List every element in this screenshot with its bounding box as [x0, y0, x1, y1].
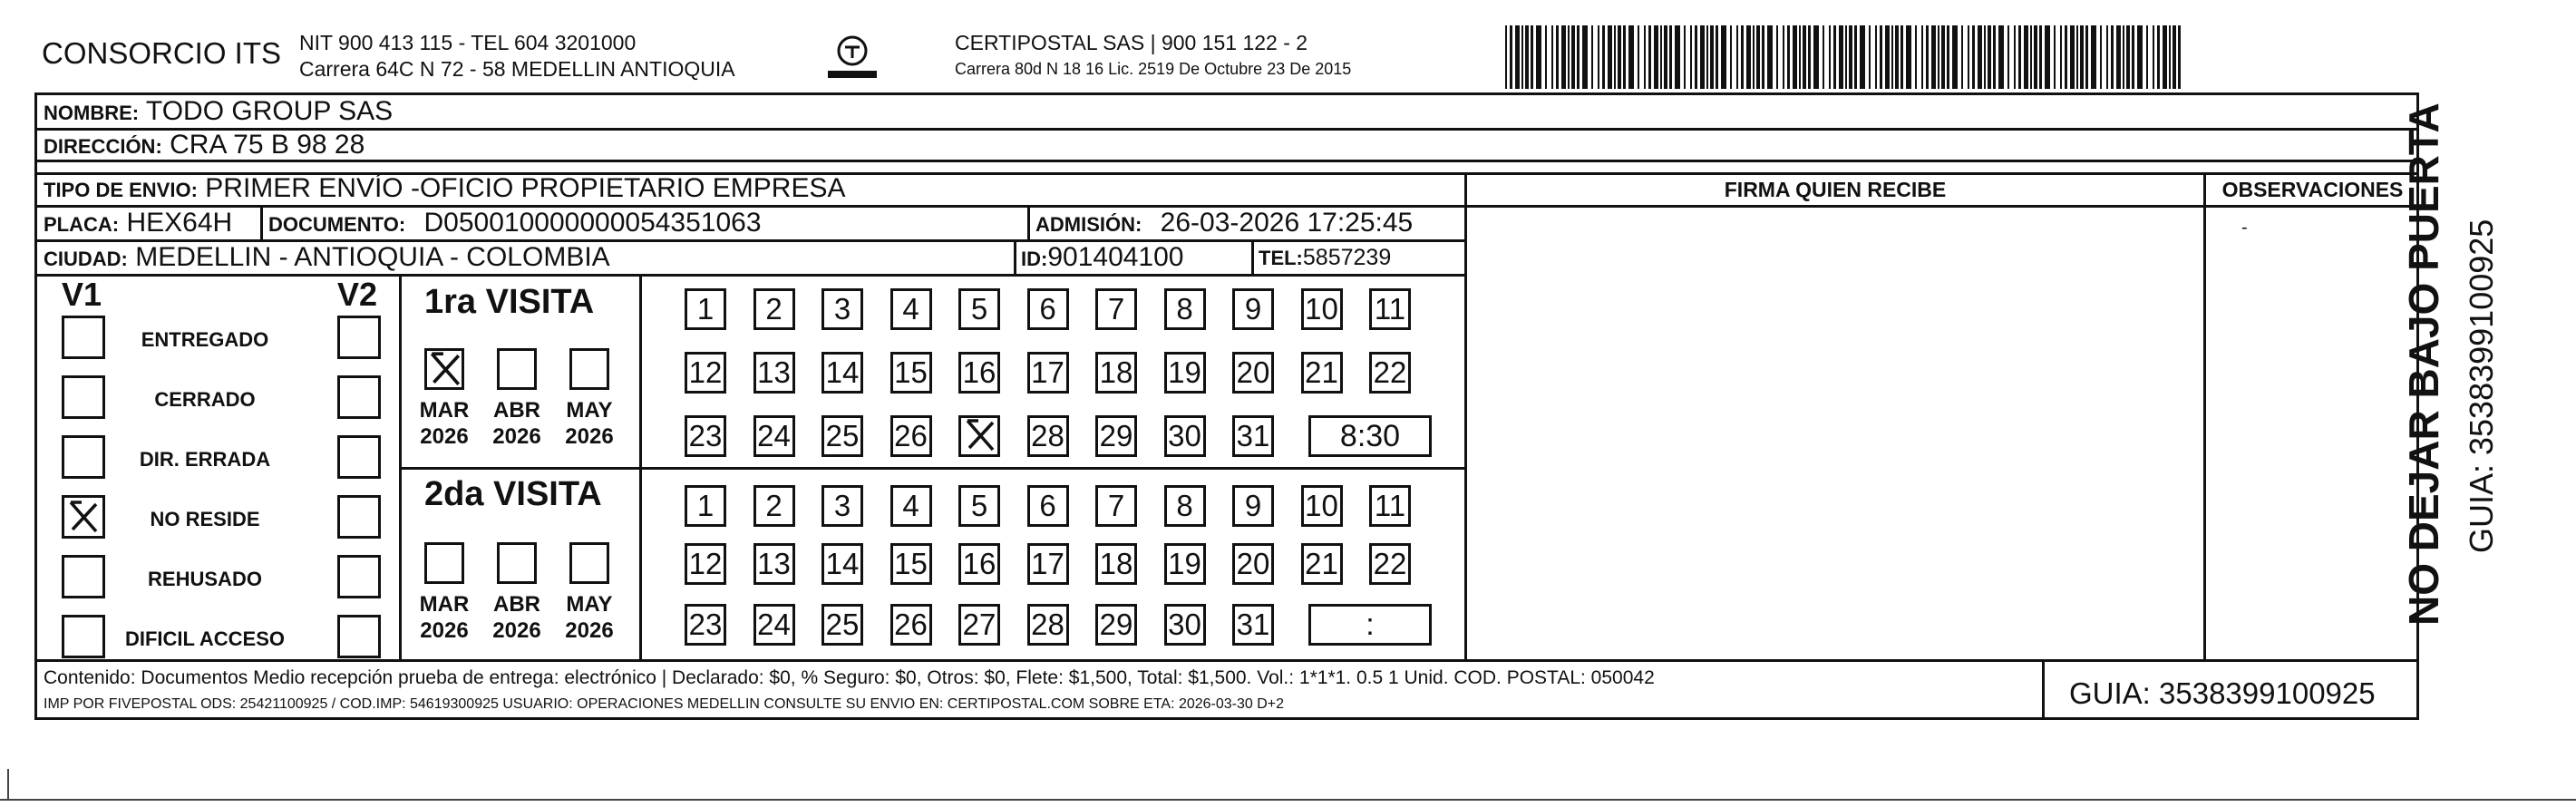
day-box[interactable]: 30 — [1164, 604, 1206, 646]
barcode-bar — [1654, 25, 1658, 89]
barcode-bar — [2039, 25, 2042, 89]
admision-label: ADMISIÓN: — [1035, 213, 1142, 236]
v2-checkbox[interactable] — [337, 495, 381, 539]
barcode-bar — [1628, 25, 1634, 89]
status-label: DIR. ERRADA — [139, 448, 271, 471]
barcode-bar — [1660, 25, 1662, 89]
day-box[interactable]: 23 — [685, 415, 726, 457]
tipo-row — [44, 173, 845, 204]
day-box[interactable]: 30 — [1164, 415, 1206, 457]
barcode-bar — [1618, 25, 1621, 89]
barcode-bar — [2116, 25, 2121, 89]
month-label: ABR — [493, 398, 540, 423]
barcode-bar — [2007, 25, 2009, 89]
day-box[interactable]: 16 — [958, 352, 1000, 394]
barcode-bar — [2111, 25, 2114, 89]
status-label: REHUSADO — [148, 568, 262, 590]
barcode-bar — [1931, 25, 1936, 89]
barcode-bar — [1833, 25, 1836, 89]
barcode-bar — [1823, 25, 1824, 89]
month-label: MAR — [419, 398, 470, 423]
status-label: DIFICIL ACCESO — [124, 627, 285, 650]
placa-row — [44, 208, 232, 238]
admision-row — [1035, 208, 1413, 238]
day-box[interactable]: 10 — [1301, 485, 1343, 527]
day-box[interactable]: 10 — [1301, 288, 1343, 330]
day-box[interactable]: 29 — [1095, 604, 1137, 646]
v1-checkbox[interactable] — [62, 435, 105, 479]
company-address: Carrera 64C N 72 - 58 MEDELLIN ANTIOQUIA — [299, 57, 735, 81]
barcode-bar — [1536, 25, 1541, 89]
barcode-bar — [1644, 25, 1646, 89]
barcode-bar — [2080, 25, 2084, 89]
barcode-bar — [1978, 25, 1982, 89]
day-box[interactable]: 4 — [890, 288, 932, 330]
day-box[interactable]: 28 — [1027, 604, 1069, 646]
barcode-bar — [1860, 25, 1865, 89]
day-box[interactable]: 7 — [1095, 485, 1137, 527]
day-box[interactable]: 14 — [821, 543, 863, 585]
day-box[interactable]: 11 — [1369, 288, 1411, 330]
barcode-bar — [1648, 25, 1651, 89]
barcode-bar — [1767, 25, 1773, 89]
barcode-bar — [2070, 25, 2075, 89]
day-box[interactable]: 17 — [1027, 543, 1069, 585]
ciudad-row — [44, 242, 610, 273]
day-box[interactable]: 25 — [821, 604, 863, 646]
barcode-bar — [1869, 25, 1871, 89]
month-year: 2026 — [420, 618, 469, 643]
barcode-bar — [2173, 25, 2176, 89]
day-box[interactable]: 3 — [821, 485, 863, 527]
day-box[interactable]: 11 — [1369, 485, 1411, 527]
x-mark — [65, 499, 102, 535]
barcode-bar — [2065, 25, 2067, 89]
v2-checkbox[interactable] — [337, 375, 381, 419]
day-box[interactable]: 24 — [753, 415, 795, 457]
barcode-bar — [1839, 25, 1843, 89]
barcode-bar — [1845, 25, 1847, 89]
barcode-bar — [1551, 25, 1553, 89]
page-edge-left — [7, 769, 9, 800]
barcode-bar — [1716, 25, 1718, 89]
barcode-bar — [2132, 25, 2134, 89]
barcode-bar — [1891, 25, 1893, 89]
barcode-bar — [1968, 25, 1969, 89]
id-label: ID: — [1021, 248, 1048, 270]
barcode-bar — [1972, 25, 1975, 89]
day-box[interactable]: 26 — [890, 604, 932, 646]
barcode-bar — [1515, 25, 1520, 89]
barcode-bar — [2014, 25, 2016, 89]
barcode-bar — [1669, 25, 1672, 89]
barcode-bar — [1799, 25, 1801, 89]
barcode-bar — [1921, 25, 1923, 89]
day-box[interactable]: 15 — [890, 543, 932, 585]
day-box[interactable]: 19 — [1164, 352, 1206, 394]
day-box[interactable]: 22 — [1369, 543, 1411, 585]
barcode-bar — [1854, 25, 1857, 89]
day-box[interactable]: 21 — [1301, 352, 1343, 394]
tipo-label: TIPO DE ENVIO: — [44, 179, 198, 201]
barcode-bar — [2123, 25, 2124, 89]
direccion-label: DIRECCIÓN: — [44, 135, 162, 158]
day-box[interactable]: 8 — [1164, 485, 1206, 527]
month-year: 2026 — [492, 424, 541, 449]
v2-checkbox[interactable] — [337, 316, 381, 359]
footer-imp: IMP POR FIVEPOSTAL ODS: 25421100925 / COD.IMP: 54619300925 USUARIO: OPERACIONES MEDELLIN CONSULTE SU ENVIO EN: CERTIPOSTAL.COM SOBRE ETA: 2026-03-30 D+2 — [44, 696, 1285, 712]
barcode-bar — [2100, 25, 2102, 89]
day-box[interactable]: 17 — [1027, 352, 1069, 394]
barcode-bar — [1531, 25, 1533, 89]
barcode-bar — [1608, 25, 1612, 89]
day-box[interactable]: 28 — [1027, 415, 1069, 457]
id-value: 901404100 — [1047, 242, 1184, 272]
barcode-bar — [1561, 25, 1566, 89]
barcode-bar — [2076, 25, 2078, 89]
barcode-bar — [1803, 25, 1806, 89]
barcode-bar — [2163, 25, 2167, 89]
day-box[interactable]: 2 — [753, 485, 795, 527]
barcode-bar — [1556, 25, 1559, 89]
barcode-bar — [1988, 25, 1991, 89]
barcode-bar — [1746, 25, 1751, 89]
day-box[interactable]: 23 — [685, 604, 726, 646]
status-label: CERRADO — [154, 388, 256, 411]
barcode-bar — [2060, 25, 2062, 89]
month-year: 2026 — [492, 618, 541, 643]
day-box[interactable]: 27 — [958, 604, 1000, 646]
barcode-bar — [1582, 25, 1588, 89]
month-checkbox[interactable] — [497, 348, 537, 390]
barcode-bar — [1900, 25, 1903, 89]
barcode-bar — [1505, 25, 1507, 89]
documento-row — [268, 208, 762, 238]
tipo-value: PRIMER ENVÍO -OFICIO PROPIETARIO EMPRESA — [205, 173, 846, 203]
barcode-bar — [1961, 25, 1963, 89]
firma-header: FIRMA QUIEN RECIBE — [1724, 178, 1947, 201]
barcode-bar — [1926, 25, 1929, 89]
barcode — [1505, 25, 2185, 93]
page-edge-bottom — [0, 799, 2576, 801]
day-box[interactable]: 16 — [958, 543, 1000, 585]
month-checkbox[interactable] — [569, 542, 609, 584]
month-checkbox[interactable] — [569, 348, 609, 390]
documento-value: D050010000000054351063 — [423, 208, 762, 238]
barcode-bar — [1783, 25, 1784, 89]
certipostal-logo — [821, 33, 884, 83]
barcode-bar — [1521, 25, 1523, 89]
day-box[interactable]: 6 — [1027, 485, 1069, 527]
carrier-name: CERTIPOSTAL SAS | 900 151 122 - 2 — [955, 31, 1308, 54]
barcode-bar — [1571, 25, 1575, 89]
barcode-bar — [2030, 25, 2032, 89]
month-label: MAY — [566, 398, 613, 423]
documento-label: DOCUMENTO: — [268, 213, 406, 236]
day-box[interactable]: 19 — [1164, 543, 1206, 585]
barcode-bar — [1664, 25, 1667, 89]
barcode-bar — [1793, 25, 1797, 89]
barcode-bar — [1915, 25, 1917, 89]
barcode-bar — [1941, 25, 1945, 89]
day-box[interactable]: 1 — [685, 485, 726, 527]
visit2-title: 2da VISITA — [424, 475, 602, 513]
barcode-bar — [1875, 25, 1877, 89]
direccion-row — [44, 130, 365, 160]
barcode-bar — [2157, 25, 2160, 89]
day-box[interactable]: 14 — [821, 352, 863, 394]
barcode-bar — [1880, 25, 1882, 89]
barcode-bar — [1885, 25, 1890, 89]
barcode-bar — [1525, 25, 1529, 89]
company-name: CONSORCIO ITS — [42, 36, 282, 70]
barcode-bar — [1684, 25, 1686, 89]
v2-checkbox[interactable] — [337, 555, 381, 598]
day-box[interactable]: 18 — [1095, 352, 1137, 394]
barcode-bar — [2126, 25, 2130, 89]
barcode-bar — [2178, 25, 2181, 89]
admision-value: 26-03-2026 17:25:45 — [1160, 208, 1414, 238]
month-label: ABR — [493, 592, 540, 617]
barcode-bar — [1721, 25, 1726, 89]
v2-checkbox[interactable] — [337, 615, 381, 658]
day-box[interactable]: 20 — [1232, 352, 1274, 394]
tel-row — [1259, 245, 1391, 271]
day-box[interactable]: 2 — [753, 288, 795, 330]
barcode-bar — [1993, 25, 1996, 89]
barcode-bar — [1998, 25, 2004, 89]
barcode-bar — [1690, 25, 1692, 89]
barcode-bar — [2169, 25, 2171, 89]
day-box[interactable]: 13 — [753, 352, 795, 394]
barcode-bar — [1591, 25, 1593, 89]
day-box[interactable]: 22 — [1369, 352, 1411, 394]
barcode-bar — [2091, 25, 2096, 89]
barcode-bar — [2045, 25, 2050, 89]
nombre-row — [44, 96, 393, 127]
day-box[interactable]: 21 — [1301, 543, 1343, 585]
nombre-value: TODO GROUP SAS — [145, 96, 394, 126]
barcode-bar — [1938, 25, 1939, 89]
day-box[interactable]: 13 — [753, 543, 795, 585]
barcode-bar — [1829, 25, 1831, 89]
day-box[interactable]: 20 — [1232, 543, 1274, 585]
placa-value: HEX64H — [126, 208, 233, 238]
day-box[interactable]: 5 — [958, 288, 1000, 330]
barcode-bar — [1947, 25, 1949, 89]
day-box[interactable]: 26 — [890, 415, 932, 457]
barcode-bar — [1577, 25, 1580, 89]
barcode-bar — [2137, 25, 2143, 89]
observaciones-mark: - — [2241, 218, 2248, 238]
barcode-bar — [1568, 25, 1570, 89]
barcode-bar — [1849, 25, 1852, 89]
day-box[interactable]: 4 — [890, 485, 932, 527]
month-checkbox[interactable] — [424, 542, 464, 584]
barcode-bar — [1741, 25, 1744, 89]
barcode-bar — [1614, 25, 1616, 89]
day-box[interactable]: 25 — [821, 415, 863, 457]
day-box[interactable]: 8 — [1164, 288, 1206, 330]
barcode-bar — [1756, 25, 1760, 89]
x-mark — [426, 350, 464, 388]
barcode-bar — [1598, 25, 1599, 89]
day-box[interactable]: 5 — [958, 485, 1000, 527]
day-box[interactable]: 15 — [890, 352, 932, 394]
status-label: NO RESIDE — [150, 508, 260, 530]
barcode-bar — [1510, 25, 1512, 89]
barcode-bar — [1984, 25, 1986, 89]
company-nit: NIT 900 413 115 - TEL 604 3201000 — [299, 31, 637, 54]
barcode-bar — [1602, 25, 1605, 89]
barcode-bar — [1813, 25, 1819, 89]
day-box[interactable]: 31 — [1232, 604, 1274, 646]
footer-guia: GUIA: 3538399100925 — [2069, 676, 2376, 710]
footer-content: Contenido: Documentos Medio recepción prueba de entrega: electrónico | Declarado: $0, % Seguro: $0, Otros: $0, Flete: $1,500, Total: $1,500. Vol.: 1*1*1. 0.5 1 Unid. COD. POSTAL: 050042 — [44, 667, 1655, 688]
side-guia: GUIA: 3538399100925 — [2463, 219, 2500, 553]
barcode-bar — [1906, 25, 1911, 89]
barcode-bar — [2085, 25, 2088, 89]
placa-label: PLACA: — [44, 213, 120, 236]
barcode-bar — [2054, 25, 2056, 89]
side-title: NO DEJAR BAJO PUERTA — [2400, 102, 2447, 626]
ciudad-value: MEDELLIN - ANTIOQUIA - COLOMBIA — [135, 242, 610, 272]
day-box[interactable]: 29 — [1095, 415, 1137, 457]
id-row — [1021, 242, 1184, 273]
barcode-bar — [1808, 25, 1811, 89]
barcode-bar — [1706, 25, 1708, 89]
barcode-bar — [1710, 25, 1714, 89]
barcode-bar — [1787, 25, 1790, 89]
tel-label: TEL: — [1259, 247, 1303, 269]
month-label: MAY — [566, 592, 613, 617]
v1-checkbox[interactable] — [62, 615, 105, 658]
visit1-title: 1ra VISITA — [424, 283, 595, 321]
day-box[interactable]: 9 — [1232, 485, 1274, 527]
direccion-value: CRA 75 B 98 28 — [170, 130, 365, 160]
v1-checkbox[interactable] — [62, 555, 105, 598]
barcode-bar — [1675, 25, 1680, 89]
x-mark — [962, 417, 998, 453]
observaciones-header: OBSERVACIONES — [2221, 178, 2404, 201]
v2-label: V2 — [337, 276, 378, 313]
barcode-bar — [1730, 25, 1732, 89]
barcode-bar — [2034, 25, 2037, 89]
status-label: ENTREGADO — [141, 328, 269, 351]
day-box[interactable]: 12 — [685, 352, 726, 394]
barcode-bar — [1736, 25, 1738, 89]
barcode-bar — [2024, 25, 2028, 89]
barcode-bar — [2146, 25, 2148, 89]
v1-label: V1 — [62, 276, 102, 313]
barcode-bar — [1753, 25, 1755, 89]
barcode-bar — [1952, 25, 1958, 89]
barcode-bar — [1638, 25, 1639, 89]
v2-checkbox[interactable] — [337, 435, 381, 479]
tel-value: 5857239 — [1302, 245, 1392, 270]
month-year: 2026 — [420, 424, 469, 449]
time-box[interactable]: 8:30 — [1308, 415, 1432, 457]
barcode-bar — [1545, 25, 1547, 89]
day-box[interactable]: 6 — [1027, 288, 1069, 330]
v1-checkbox[interactable] — [62, 316, 105, 359]
barcode-bar — [1700, 25, 1705, 89]
nombre-label: NOMBRE: — [44, 102, 140, 124]
month-label: MAR — [419, 592, 470, 617]
day-box[interactable]: 24 — [753, 604, 795, 646]
day-box[interactable]: 1 — [685, 288, 726, 330]
day-box[interactable]: 7 — [1095, 288, 1137, 330]
barcode-bar — [1623, 25, 1626, 89]
month-year: 2026 — [565, 618, 614, 643]
day-box[interactable]: 9 — [1232, 288, 1274, 330]
barcode-bar — [2153, 25, 2154, 89]
ciudad-label: CIUDAD: — [44, 248, 128, 270]
time-box[interactable]: : — [1308, 604, 1432, 646]
month-year: 2026 — [565, 424, 614, 449]
day-box[interactable]: 12 — [685, 543, 726, 585]
day-box[interactable]: 31 — [1232, 415, 1274, 457]
month-checkbox[interactable] — [497, 542, 537, 584]
day-box[interactable]: 3 — [821, 288, 863, 330]
carrier-address: Carrera 80d N 18 16 Lic. 2519 De Octubre 23 De 2015 — [955, 60, 1352, 78]
barcode-bar — [1776, 25, 1778, 89]
barcode-bar — [2106, 25, 2108, 89]
barcode-bar — [1762, 25, 1764, 89]
day-box[interactable]: 18 — [1095, 543, 1137, 585]
barcode-bar — [1695, 25, 1697, 89]
barcode-bar — [2018, 25, 2021, 89]
barcode-bar — [1895, 25, 1899, 89]
v1-checkbox[interactable] — [62, 375, 105, 419]
